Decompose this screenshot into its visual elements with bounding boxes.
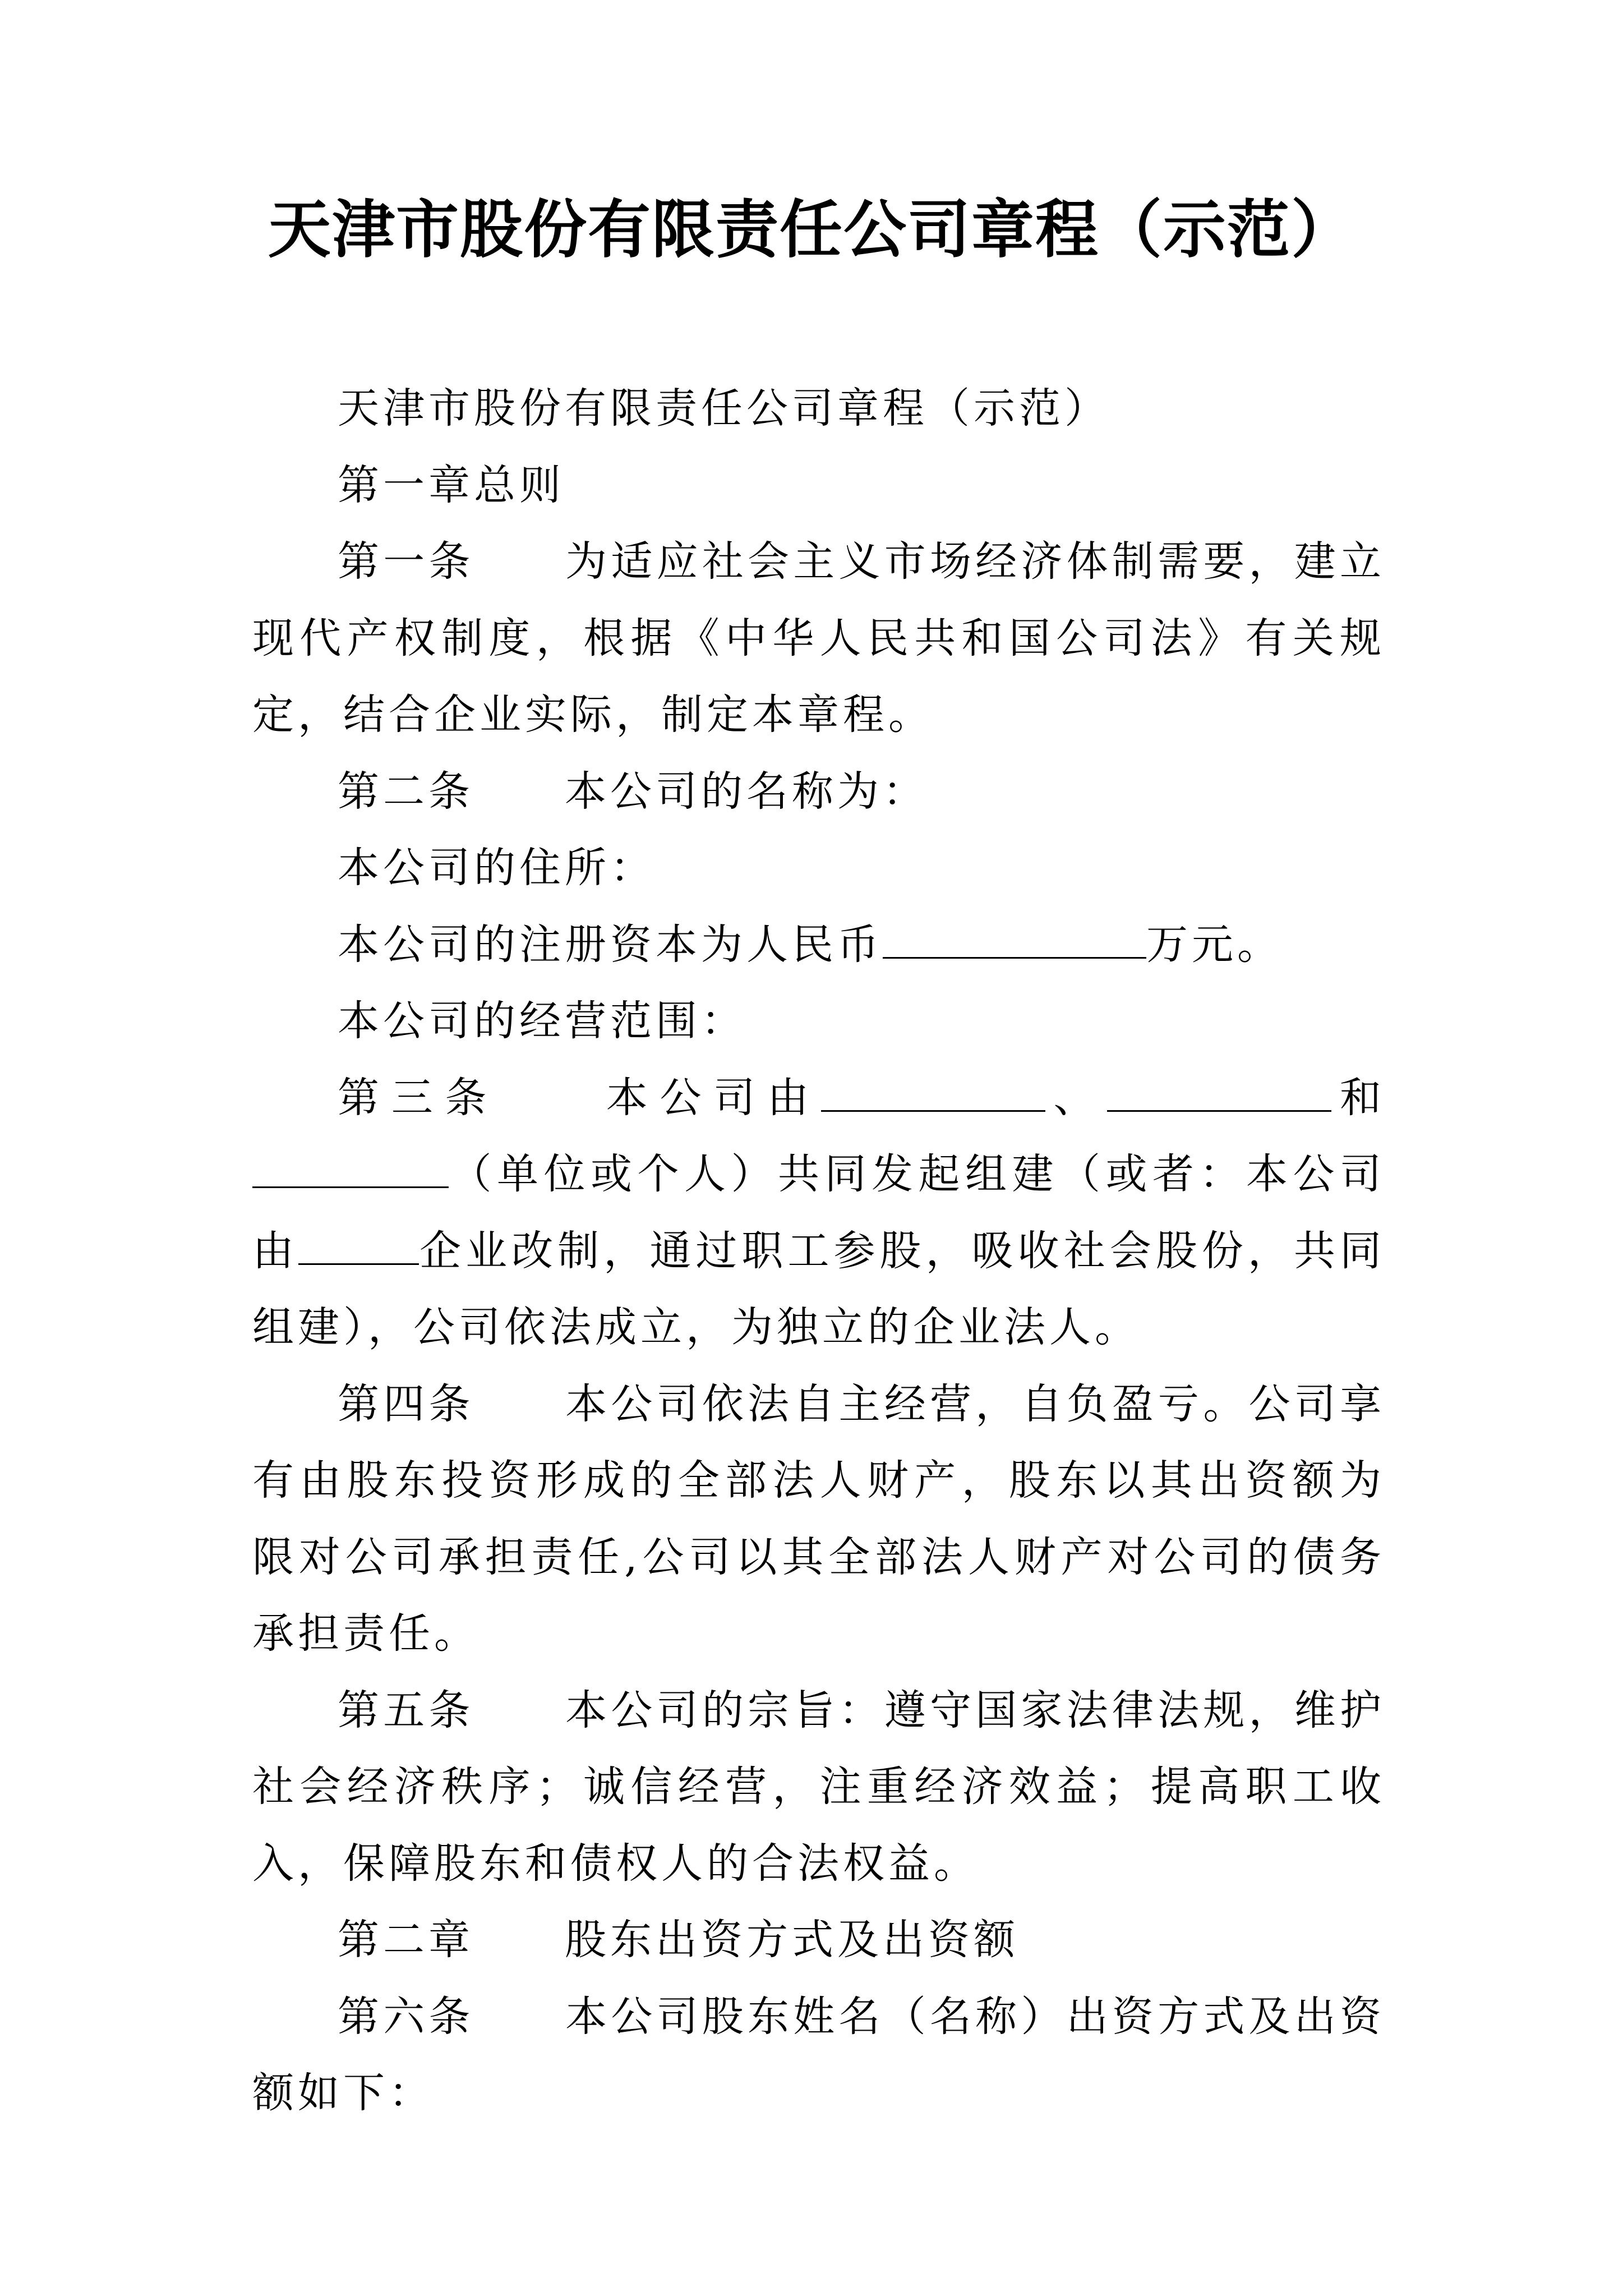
company-address-line: 本公司的住所： [338, 844, 656, 892]
registered-capital-blank [883, 918, 1146, 959]
article-3-middle: （单位或个人）共同发起组建（或者：本公司由 [252, 1150, 1385, 1275]
registered-capital-unit: 万元。 [1146, 920, 1283, 969]
chapter-2-heading: 第二章 股东出资方式及出资额 [338, 1916, 1019, 1964]
document-title: 天津市股份有限责任公司章程（示范） [268, 193, 1355, 266]
registered-capital-label: 本公司的注册资本为人民币 [338, 920, 883, 969]
paragraph-repeated-title: 天津市股份有限责任公司章程（示范） [338, 384, 1110, 432]
chapter-1-heading: 第一章总则 [338, 461, 565, 509]
founder-blank-3 [252, 1147, 449, 1188]
article-1: 第一条 为适应社会主义市场经济体制需要，建立现代产权制度，根据《中华人民共和国公司法》有关规定，结合企业实际，制定本章程。 [252, 537, 1385, 739]
article-5: 第五条 本公司的宗旨：遵守国家法律法规，维护社会经济秩序；诚信经营，注重经济效益；提高职工收入，保障股东和债权人的合法权益。 [252, 1686, 1385, 1888]
article-3 [252, 1060, 1385, 1366]
founder-blank-1 [821, 1071, 1045, 1112]
document-body [252, 370, 1385, 2132]
article-3-separator-2: 和 [1331, 1073, 1385, 1122]
article-3-prefix: 第三条 本公司由 [338, 1073, 821, 1122]
article-3-suffix: 企业改制，通过职工参股，吸收社会股份，共同组建），公司依法成立，为独立的企业法人。 [252, 1226, 1385, 1351]
article-3-separator-1: 、 [1045, 1073, 1108, 1122]
business-scope-line: 本公司的经营范围： [338, 997, 746, 1045]
article-2-company-name: 第二条 本公司的名称为： [338, 767, 928, 816]
enterprise-blank [298, 1224, 419, 1265]
founder-blank-2 [1107, 1071, 1331, 1112]
article-4: 第四条 本公司依法自主经营，自负盈亏。公司享有由股东投资形成的全部法人财产，股东以其出资额为限对公司承担责任,公司以其全部法人财产对公司的债务承担责任。 [252, 1379, 1385, 1658]
article-6: 第六条 本公司股东姓名（名称）出资方式及出资额如下： [252, 1992, 1385, 2117]
registered-capital-line [252, 907, 1385, 983]
